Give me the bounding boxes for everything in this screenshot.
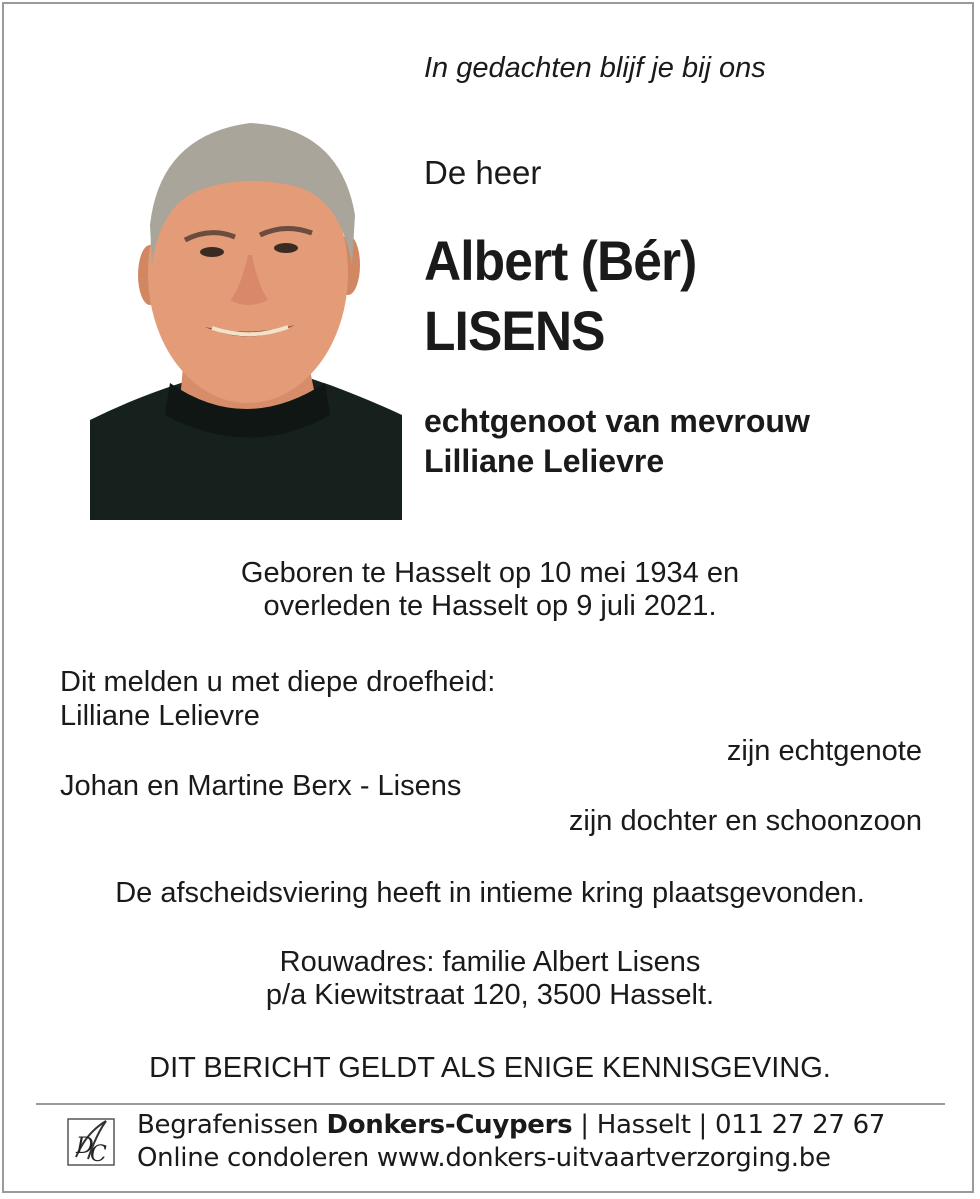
- spouse-info: [424, 401, 810, 481]
- footer-online-line: Online condoleren www.donkers-uitvaartverzorging.be: [137, 1143, 831, 1173]
- mourner-relation: zijn echtgenote: [726, 735, 922, 767]
- mourner-relation: zijn dochter en schoonzoon: [568, 805, 922, 837]
- address-line-1: Rouwadres: familie Albert Lisens: [279, 946, 701, 978]
- footer-company-line: [137, 1110, 885, 1140]
- footer-divider: [36, 1103, 945, 1105]
- deceased-name: [424, 226, 696, 366]
- address-line-2: p/a Kiewitstraat 120, 3500 Hasselt.: [265, 979, 715, 1011]
- birth-line: Geboren te Hasselt op 10 mei 1934 en: [240, 557, 740, 589]
- honorific: De heer: [424, 154, 542, 191]
- life-dates: [0, 557, 980, 623]
- portrait-photo: [90, 115, 402, 520]
- spouse-line-2: Lilliane Lelievre: [424, 443, 665, 479]
- notice: DIT BERICHT GELDT ALS ENIGE KENNISGEVING.: [149, 1052, 831, 1084]
- mourner-name: Johan en Martine Berx - Lisens: [60, 770, 462, 802]
- mourning-address: [0, 946, 980, 1012]
- svg-text:C: C: [90, 1142, 107, 1167]
- footer-prefix: Begrafenissen: [137, 1110, 327, 1140]
- funeral-home-logo-icon: [66, 1113, 118, 1169]
- last-name: LISENS: [424, 299, 605, 362]
- first-name: Albert (Bér): [424, 229, 697, 292]
- mourners-intro: Dit melden u met diepe droefheid:: [60, 666, 496, 698]
- svg-text:D: D: [76, 1134, 94, 1159]
- death-line: overleden te Hasselt op 9 juli 2021.: [263, 590, 717, 622]
- mourner-name: Lilliane Lelievre: [60, 700, 260, 732]
- ceremony-note: De afscheidsviering heeft in intieme kring plaatsgevonden.: [115, 877, 865, 909]
- motto: In gedachten blijf je bij ons: [424, 52, 766, 84]
- spouse-line-1: echtgenoot van mevrouw: [424, 403, 810, 439]
- footer-company: Donkers-Cuypers: [326, 1110, 573, 1140]
- footer-city-phone: | Hasselt | 011 27 27 67: [572, 1110, 886, 1140]
